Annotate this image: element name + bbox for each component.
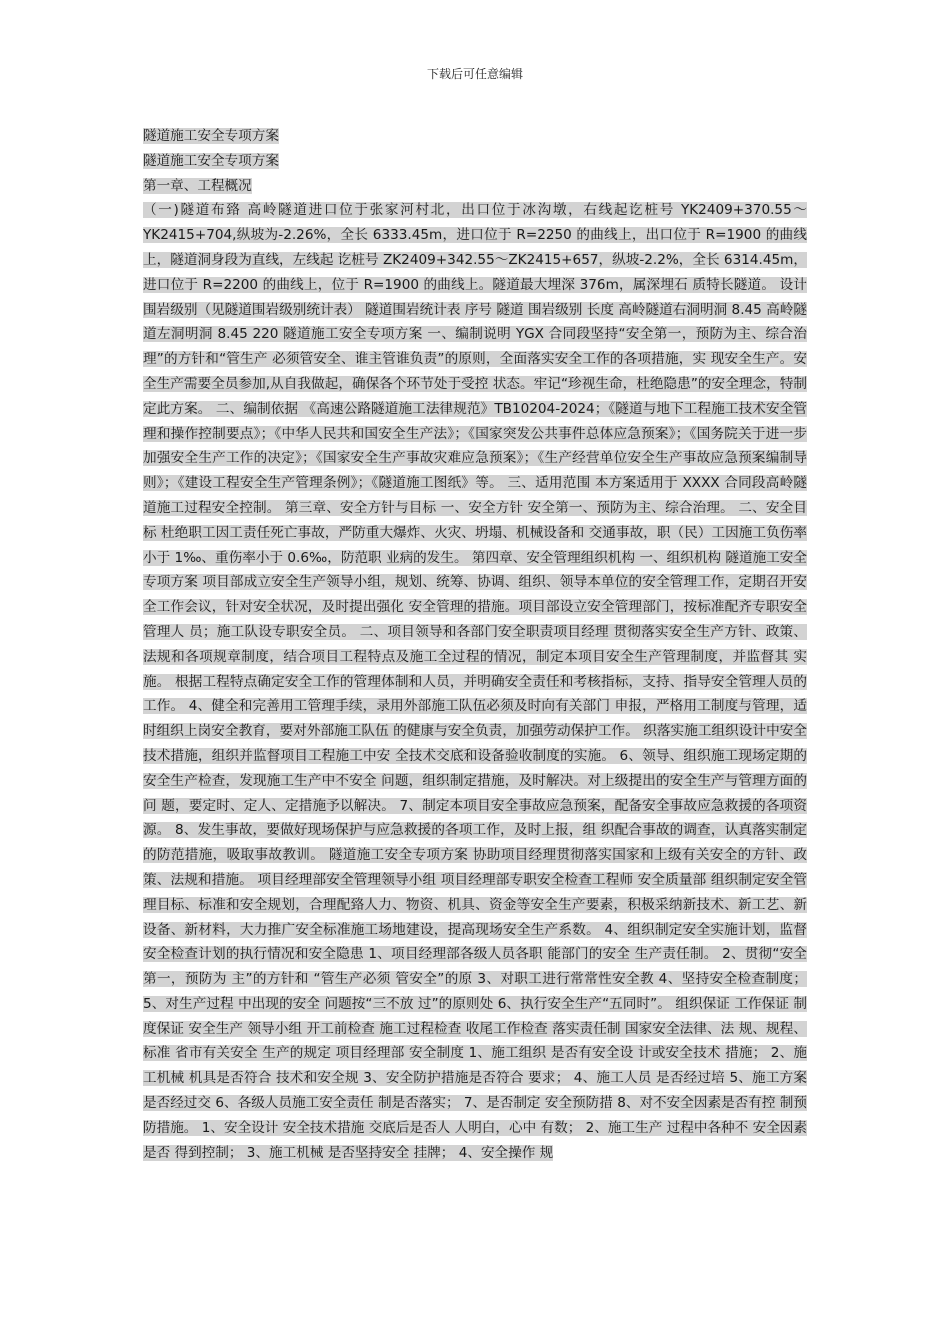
document-subtitle — [143, 149, 807, 174]
document-title — [143, 124, 807, 149]
body-paragraph-text: （一)隧道布臵 高岭隧道进口位于张家河村北，出口位于冰沟墩，右线起讫桩号 YK2409+370.55～YK2415+704,纵坡为-2.26%，全长 6333.45m，进口位于 R=2250 的曲线上，出口位于 R=1900 的曲线上，隧道洞身段为直线，左线起 讫桩号 ZK2409+342.55～ZK2415+657，纵坡-2.2%，全长 6314.45m，进口位于 R=2200 的曲线上，位于 R=1900 的曲线上。隧道最大埋深 376m，属深埋石 质特长隧道。 设计围岩级别（见隧道围岩级别统计表） 隧道围岩统计表 序号 隧道 围岩级别 长度 高岭隧道右洞明洞 8.45 高岭隧道左洞明洞 8.45 220 隧道施工安全专项方案 一、编制说明 YGX 合同段坚持“安全第一，预防为主、综合治理”的方针和“管生产 必须管安全、谁主管谁负责”的原则，全面落实安全工作的各项措施，实 现安全生产。安全生产需要全员参加,从自我做起，确保各个环节处于受控 状态。牢记“珍视生命，杜绝隐患”的安全理念，特制定此方案。 二、编制依据 《高速公路隧道施工法律规范》TB10204-2024；《隧道与地下工程施工技术安全管理和操作控制要点》；《中华人民共和国安全生产法》；《国家突发公共事件总体应急预案》；《国务院关于进一步加强安全生产工作的决定》；《国家安全生产事故灾难应急预案》；《生产经营单位安全生产事故应急预案编制导则》；《建设工程安全生产管理条例》；《隧道施工图纸》等。 三、适用范围 本方案适用于 XXXX 合同段高岭隧道施工过程安全控制。 第三章、安全方针与目标 一、安全方针 安全第一、预防为主、综合治理。 二、安全目标 杜绝职工因工责任死亡事故，严防重大爆炸、火灾、坍塌、机械设备和 交通事故，职（民）工因施工负伤率小于 1‰、重伤率小于 0.6‰，防范职 业病的发生。 第四章、安全管理组织机构 一、组织机构 隧道施工安全专项方案 项目部成立安全生产领导小组，规划、统筹、协调、组织、领导本单位的安全管理工作，定期召开安全工作会议，针对安全状况，及时提出强化 安全管理的措施。项目部设立安全管理部门，按标准配齐专职安全管理人 员；施工队设专职安全员。 二、项目领导和各部门安全职责项目经理 贯彻落实安全生产方针、政策、法规和各项规章制度，结合项目工程特点及施工全过程的情况，制定本项目安全生产管理制度，并监督其 实施。 根据工程特点确定安全工作的管理体制和人员，并明确安全责任和考核指标，支持、指导安全管理人员的工作。 4、健全和完善用工管理手续，录用外部施工队伍必须及时向有关部门 申报，严格用工制度与管理，适时组织上岗安全教育，要对外部施工队伍 的健康与安全负责，加强劳动保护工作。 织落实施工组织设计中安全技术措施，组织并监督项目工程施工中安 全技术交底和设备验收制度的实施。 6、领导、组织施工现场定期的安全生产检查，发现施工生产中不安全 问题，组织制定措施，及时解决。对上级提出的安全生产与管理方面的问 题，要定时、定人、定措施予以解决。 7、制定本项目安全事故应急预案，配备安全事故应急救援的各项资源。 8、发生事故，要做好现场保护与应急救援的各项工作，及时上报，组 织配合事故的调查，认真落实制定的防范措施，吸取事故教训。 隧道施工安全专项方案 协助项目经理贯彻落实国家和上级有关安全的方针、政策、法规和措施。 项目经理部安全管理领导小组 项目经理部专职安全检查工程师 安全质量部 组织制定安全管理目标、标准和安全规划，合理配臵人力、物资、机具、资金等安全生产要素，积极采纳新技术、新工艺、新设备、新材料，大力推广安全标准施工场地建设，提高现场安全生产系数。 4、组织制定安全实施计划，监督安全检查计划的执行情况和安全隐患 1、项目经理部各级人员各职 能部门的安全 生产责任制。 2、贯彻“安全 第一，预防为 主”的方针和 “管生产必须 管安全”的原 3、对职工进行常常性安全教 4、坚持安全检查制度； 5、对生产过程 中出现的安全 问题按“三不放 过”的原则处 6、执行安全生产“五同时”。 组织保证 工作保证 制度保证 安全生产 领导小组 开工前检查 施工过程检查 收尾工作检查 落实责任制 国家安全法律、法 规、规程、标准 省市有关安全 生产的规定 项目经理部 安全制度 1、施工组织 是否有安全设 计或安全技术 措施； 2、施工机械 机具是否符合 技术和安全规 3、安全防护措施是否符合 要求； 4、施工人员 是否经过培 5、施工方案是否经过交 6、各级人员施工安全责任 制是否落实； 7、是否制定 安全预防措 8、对不安全因素是否有控 制预防措施。 1、安全设计 安全技术措施 交底后是否人 人明白，心中 有数； 2、施工生产 过程中各种不 安全因素是否 得到控制； 3、施工机械 是否坚持安全 挂牌； 4、安全操作 规 — [143, 202, 807, 1161]
body-paragraph — [143, 198, 807, 1165]
document-body — [143, 124, 807, 1165]
document-title-text: 隧道施工安全专项方案 — [143, 128, 279, 144]
page-header-text: 下载后可任意编辑 — [426, 67, 523, 81]
chapter-heading-text: 第一章、工程概况 — [143, 177, 252, 194]
document-subtitle-text: 隧道施工安全专项方案 — [143, 152, 279, 169]
page-header — [0, 66, 950, 82]
chapter-heading — [143, 174, 807, 199]
